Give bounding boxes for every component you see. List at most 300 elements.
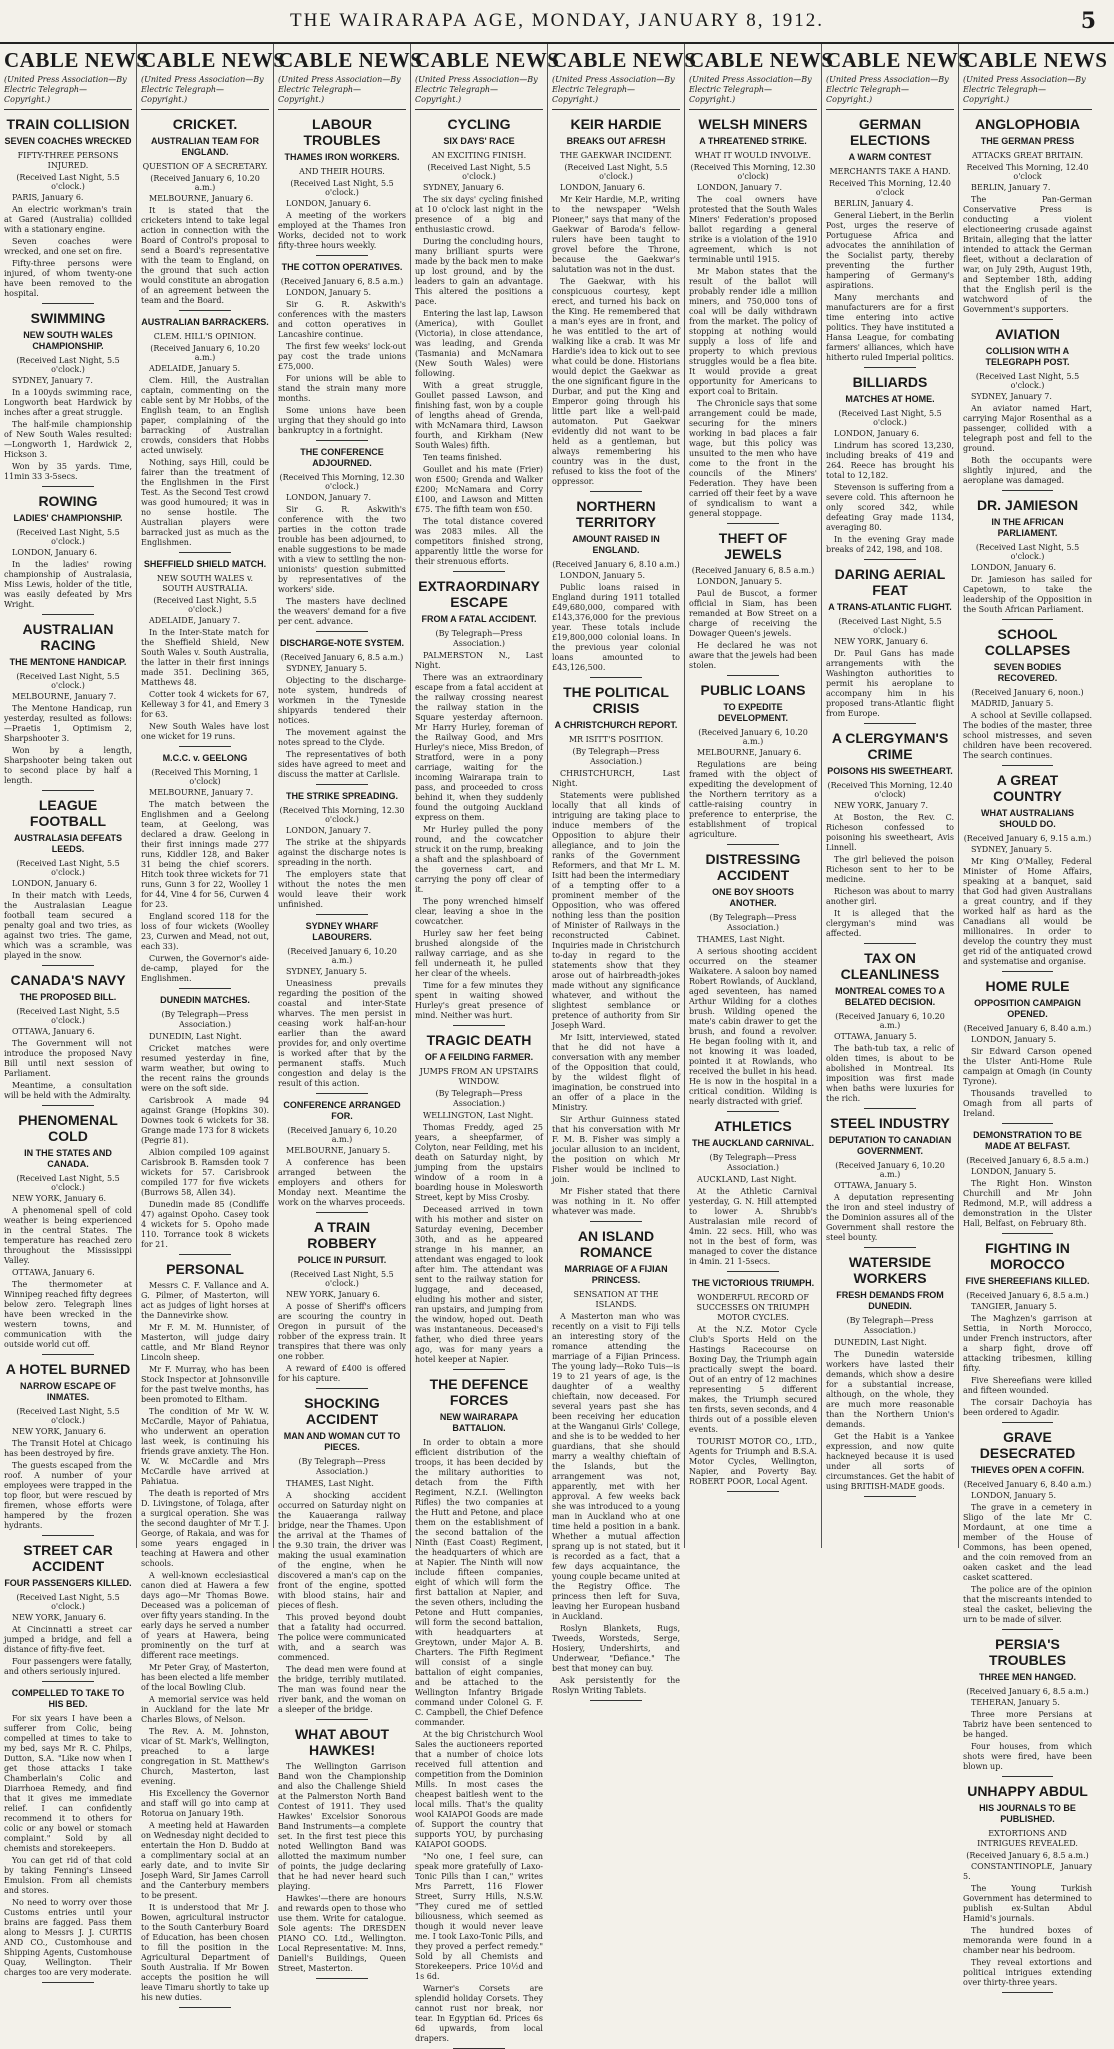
article-paragraph: "No one, I feel sure, can speak more gratefully of Laxo-Tonic Pills than I can," writes Mrs Parrett, 116 Flower Street, Surry Hills, N.S.W. "They cured me of settled biliousness, which seemed as though it would never leave me. I took Laxo-Tonic Pills, and they proved a perfect remedy." Sold by all Chemists and Storekeepers. Price 10½d and 1s 6d.: [415, 1852, 543, 1981]
article-paragraph: DUNEDIN, Last Night.: [834, 1338, 927, 1347]
article-deck: FIFTY-THREE PERSONS INJURED.: [17, 151, 119, 170]
article-paragraph: Sir Edward Carson opened the Ulster Anti-Home Rule campaign at Omagh (in County Tyrone).: [963, 1047, 1092, 1086]
received-line: (Received This Morning, 12.40 o'clock): [827, 781, 953, 799]
article-paragraph: A posse of Sheriff's officers are scouring the country in Oregon in pursuit of the robber of the express train. It transpires that there was only one robber.: [278, 1302, 406, 1361]
article-paragraph: Dr. Jamieson has sailed for Capetown, to take the leadership of the Opposition in the South African Parliament.: [963, 575, 1092, 614]
article-headline: PUBLIC LOANS: [700, 682, 806, 698]
received-line: (Received This Morning, 12.30 o'clock): [690, 163, 816, 181]
article-subheadline: THIEVES OPEN A COFFIN.: [970, 1465, 1085, 1475]
article-rule: [864, 1496, 915, 1497]
article-deck: AN EXCITING FINISH.: [431, 151, 527, 160]
article-body: [278, 967, 406, 1089]
article-rule: [316, 1388, 367, 1389]
article-paragraph: BERLIN, January 4.: [834, 199, 914, 208]
article: [141, 753, 269, 989]
article: [826, 730, 954, 944]
article-paragraph: The half-mile championship of New South Wales resulted:—Longworth 1, Hardwick 2, Hickson 3.: [4, 420, 132, 459]
article-subheadline: A WARM CONTEST: [848, 152, 932, 162]
article-rule: [316, 631, 367, 632]
received-line: (Received January 6, 10.20 a.m.): [287, 1126, 397, 1144]
article-paragraph: SYDNEY, January 7.: [971, 392, 1052, 401]
news-column: [411, 44, 560, 2043]
article-paragraph: NEW YORK, January 6.: [834, 637, 929, 646]
article: [4, 310, 132, 487]
article-paragraph: Warner's Corsets are splendid holiday Corsets. They cannot rust nor break, nor tear. In Egyptian 6d. Prices 6s 6d upwards, from local drapers.: [415, 1984, 543, 2043]
news-column: [0, 44, 149, 1977]
article-paragraph: The Maghzen's garrison at Settia, in North Morocco, under French instructors, after a sharp fight, drove off attacking tribesmen, killing fifty.: [963, 1314, 1092, 1373]
article-headline: PERSONAL: [166, 1261, 244, 1277]
article-subheadline: SEVEN COACHES WRECKED: [4, 136, 132, 146]
received-line: (Received Last Night, 5.5 o'clock.): [16, 1174, 120, 1192]
article-subheadline: AUSTRALIAN BARRACKERS.: [141, 317, 269, 327]
article-subheadline: DUNEDIN MATCHES.: [160, 995, 250, 1005]
article-paragraph: Roslyn Blankets, Rugs, Tweeds, Worsteds, Serge, Hosiery, Undershirts, and Underwear, "Defiance." The best that money can buy.: [552, 1624, 680, 1673]
article-subheadline: SEVEN BODIES RECOVERED.: [993, 662, 1062, 683]
article-body: [4, 1427, 132, 1531]
article-paragraph: The Gaekwar, with his conspicuous courtesy, kept erect, and turned his back on the King. He remembered that a man's eyes are in front, and he was entitled to the art of walking like a crab. It was Mr Hardie's idea to kick out to see what could be done. Historians would depict the Gaekwar as the one significant figure in the Durbar, and put the King and Emperor going through his little part like a well-paid automaton. Put Gaekwar evidently did not want to be held as a gentleman, but always remembering his country was in the dust, refused to kiss the foot of the oppressor.: [552, 277, 680, 486]
article-paragraph: New South Wales have lost one wicket for 19 runs.: [141, 722, 269, 741]
article-headline: NORTHERN TERRITORY: [575, 498, 657, 530]
article-rule: [727, 523, 778, 524]
article-subheadline: CONFERENCE ARRANGED FOR.: [283, 1100, 401, 1121]
article-rule: [179, 2007, 230, 2008]
article: [278, 1395, 406, 1720]
article-rule: [453, 1369, 504, 1370]
article-paragraph: The Mentone Handicap, run yesterday, resulted as follows:—Praetis 1, Optimism 2, Sharpshooter 3.: [4, 704, 132, 743]
article-subheadline: IN THE AFRICAN PARLIAMENT.: [991, 517, 1064, 538]
article-paragraph: It is alleged that the clergyman's mind was affected.: [826, 909, 954, 938]
article-headline: STREET CAR ACCIDENT: [23, 1542, 113, 1574]
article: [278, 116, 406, 256]
press-association-note: (United Press Association—By Electric Telegraph—Copyright.): [415, 75, 543, 110]
article-paragraph: Ask persistently for the Roslyn Writing Tablets.: [552, 1676, 680, 1695]
article-rule: [1002, 1992, 1054, 1993]
article-paragraph: LONDON, January 6.: [560, 183, 645, 192]
article-paragraph: The Right Hon. Winston Churchill and Mr John Redmond, M.P., will address a demonstration in the Ulster Hall, Belfast, on February 8th.: [963, 1179, 1092, 1228]
article-paragraph: Three more Persians at Tabriz have been sentenced to be hanged.: [963, 1710, 1092, 1739]
article: [552, 498, 680, 678]
article: [141, 116, 269, 311]
article-rule: [1002, 490, 1054, 491]
article-paragraph: LONDON, January 5.: [286, 288, 371, 297]
article-paragraph: A meeting held at Hawarden on Wednesday night decided to entertain the Hon D. Buddo at a complimentary social at an early date, and to invite Sir Joseph Ward, Sir James Carroll and the Canterbury members to be present.: [141, 1821, 269, 1900]
received-line: (Received This Morning, 12.30 o'clock.): [279, 473, 405, 491]
article-subheadline: ONE BOY SHOOTS ANOTHER.: [712, 887, 794, 908]
article-paragraph: There was an extraordinary escape from a fatal accident at the railway crossing nearest the railway station in the Square yesterday afternoon. Mr Harry Hurley, foreman of the Railway Good, and Mrs Hurley's niece, Miss Bredon, of Stratford, were in a pony carriage, waiting for the incoming Wairarapa train to pass, and proceeded to cross behind it, when they suddenly found the outgoing Auckland express on them.: [415, 673, 543, 822]
cable-news-heading: CABLE NEWS: [415, 48, 560, 72]
article-paragraph: CHRISTCHURCH, Last Night.: [552, 769, 680, 788]
article-paragraph: Dr. Paul Gans has made arrangements with the Washington authorities to permit his aeroplane to accompany him in his proposed trans-Atlantic flight from Europe.: [826, 649, 954, 718]
article-headline: A GREAT COUNTRY: [993, 772, 1062, 804]
article-body: [689, 1175, 817, 1267]
article-paragraph: At the Athletic Carnival yesterday, G. N. Hill attempted to lower A. Shrubb's Australasian mile record of 4min. 22 secs. Hill, who was not in the best of form, was managed to cover the distance in 4min. 21 1-5secs.: [689, 1187, 817, 1266]
article-subheadline: DEPUTATION TO CANADIAN GOVERNMENT.: [828, 1135, 952, 1156]
article-body: [963, 183, 1092, 315]
article-paragraph: The grave in a cemetery in Sligo of the late Mr C. Mordaunt, at one time a member of the House of Commons, has been opened, and the coin removed from an oaken casket and the lead casket scattered.: [963, 1503, 1092, 1582]
cable-news-heading: CABLE NEWS: [689, 48, 834, 72]
article-paragraph: Ten teams finished.: [423, 453, 502, 462]
article: [826, 566, 954, 724]
article-paragraph: A serious shooting accident occurred on the steamer Waikatere. A saloon boy named Robert Rowlands, of Auckland, aged seventeen, has named Arthur Wilding for a clothes brush. Wilding opened the mate's cabin drawer to get the brush, and found a revolver. He began fooling with it, and not knowing it was loaded, pointed it at Rowlands, who received the bullet in his head. He is now in the hospital in a critical condition. Wilding is nearly distracted with grief.: [689, 947, 817, 1106]
article-deck: (By Telegraph—Press Association.): [435, 629, 523, 648]
article-paragraph: A school at Seville collapsed. The bodies of the master, three school mistresses, and seven children have been recovered. The search continues.: [963, 711, 1092, 760]
article-subheadline: A TRANS-ATLANTIC FLIGHT.: [828, 602, 952, 612]
article: [4, 1542, 132, 1682]
article-subheadline: MAN AND WOMAN CUT TO PIECES.: [283, 1431, 401, 1452]
news-column: [959, 44, 1108, 1987]
article-paragraph: The movement against the notes spread to the Clyde.: [278, 728, 406, 747]
article-body: [552, 571, 680, 673]
article-rule: [316, 1978, 367, 1979]
article-paragraph: Time for a few minutes they spent in waiting showed Hurley's great presence of mind. Neither was hurt.: [415, 981, 543, 1020]
article-body: [963, 1698, 1092, 1772]
article-headline: SWIMMING: [30, 310, 106, 326]
received-line: (Received January 6, 10.20 a.m.): [835, 1161, 945, 1179]
article-rule: [42, 965, 93, 966]
article-headline: THE DEFENCE FORCES: [429, 1376, 529, 1408]
article-deck: AND THEIR HOURS.: [299, 167, 385, 176]
received-line: (Received January 6, 8.5 a.m.): [280, 653, 404, 662]
article-subheadline: THE AUCKLAND CARNIVAL.: [692, 1138, 814, 1148]
article-rule: [590, 677, 641, 678]
article-paragraph: Lindrum has scored 13,230, including breaks of 419 and 264. Reece has brought his total to 12,182.: [826, 441, 954, 480]
article-paragraph: The Government will not introduce the proposed Navy Bill until next session of Parliament.: [4, 1039, 132, 1078]
article-body: [415, 1111, 543, 1365]
article-subheadline: AMOUNT RAISED IN ENGLAND.: [572, 534, 660, 555]
article-body: [826, 1032, 954, 1104]
article-paragraph: The employers state that without the notes the men would leave their work unfinished.: [278, 870, 406, 909]
article-paragraph: NEW YORK, January 6.: [286, 1290, 381, 1299]
article: [963, 1130, 1092, 1234]
received-line: (Received Last Night, 5.5 o'clock.): [564, 163, 668, 181]
received-line: (Received Last Night, 5.5 o'clock.): [16, 672, 120, 690]
article-body: [141, 1281, 269, 2003]
article-subheadline: NARROW ESCAPE OF INMATES.: [19, 1381, 116, 1402]
article-paragraph: A shocking accident occurred on Saturday night on the Kauaeranga railway bridge, near the Thames. Upon the arrival at the Thames of the 9.30 train, the driver was making the usual examination of the engine, when he discovered a man's cap on the front of the engine, spotted with blood stains, hair and pieces of flesh.: [278, 1491, 406, 1610]
article-paragraph: Dunedin made 85 (Condliffe 47) against Opoho. Casey took 4 wickets for 5. Opoho made 110. Torrance took 8 wickets for 21.: [141, 1200, 269, 1249]
article-subheadline: MONTREAL COMES TO A BELATED DECISION.: [835, 986, 945, 1007]
article-paragraph: TEHERAN, January 5.: [971, 1698, 1060, 1707]
article-rule: [864, 723, 915, 724]
article-headline: CYCLING: [447, 116, 511, 132]
article-paragraph: The first few weeks' lock-out pay cost the trade unions £75,000.: [278, 342, 406, 371]
article-paragraph: For six years I have been a sufferer from Colic, being compelled at times to take to my bed, says Mr R. C. Philps, Dutton, S.A. "Like now when I get those attacks I take Chamberlain's Colic and Diarrhoea Remedy, and find that it gives me immediate relief. I can confidently recommend it to others for colic or any bowel or stomach complaint." Sold by all chemists and storekeepers.: [4, 1714, 132, 1853]
received-line: (Received Last Night, 5.5 o'clock.): [16, 1007, 120, 1025]
article-rule: [42, 790, 93, 791]
article-body: [4, 1194, 132, 1350]
article-rule: [864, 1247, 915, 1248]
article-paragraph: SYDNEY, January 6.: [423, 183, 504, 192]
article-paragraph: A memorial service was held in Auckland for the late Mr Charles Blows, of Nelson.: [141, 1695, 269, 1724]
article-rule: [42, 303, 93, 304]
page-number: 5: [1080, 8, 1096, 34]
article-subheadline: A THREATENED STRIKE.: [699, 136, 807, 146]
article-body: [689, 935, 817, 1107]
article-subheadline: POISONS HIS SWEETHEART.: [827, 766, 953, 776]
article-paragraph: Mr King O'Malley, Federal Minister of Home Affairs, speaking at a banquet, said that God had given Australians a great country, and if they worked half as hard as the Canadians all would be millionaires. In order to develop the country they must get rid of the antiquated crowd and systematise and organise.: [963, 857, 1092, 966]
article-paragraph: ADELAIDE, January 7.: [149, 616, 241, 625]
received-line: (Received January 6, 10.20 a.m.): [150, 344, 260, 362]
article-rule: [1002, 1422, 1054, 1423]
received-line: (Received January 6, 8.5 a.m.): [280, 277, 404, 286]
article-headline: TRAIN COLLISION: [6, 116, 130, 132]
article-paragraph: The death is reported of Mrs D. Livingstone, of Tolaga, after a surgical operation. She was the second daughter of Mr T. J. George, of Rakaia, and was for some years engaged in teaching at Hawera and other schools.: [141, 1489, 269, 1568]
article-rule: [727, 1111, 778, 1112]
article-subheadline: OF A FEILDING FARMER.: [424, 1052, 534, 1062]
article: [963, 978, 1092, 1124]
article-paragraph: This proved beyond doubt that a fatality had occurred. The police were communicated with, and a search was commenced.: [278, 1613, 406, 1662]
received-line: (Received Last Night, 5.5 o'clock.): [290, 179, 394, 197]
article-paragraph: CONSTANTINOPLE, January 5.: [963, 1862, 1092, 1881]
article-body: [826, 1181, 954, 1243]
article-rule: [864, 1108, 915, 1109]
article: [4, 797, 132, 966]
article-body: [4, 1613, 132, 1677]
article-paragraph: LONDON, January 5.: [971, 1491, 1056, 1500]
article-deck: (By Telegraph—Press Association.): [161, 1010, 249, 1029]
article-subheadline: DISCHARGE-NOTE SYSTEM.: [279, 638, 404, 648]
article: [4, 972, 132, 1106]
article-deck: (By Telegraph—Press Association.): [298, 1457, 386, 1476]
received-line: (Received Last Night, 5.5 o'clock.): [16, 173, 120, 191]
article-paragraph: At the N.Z. Motor Cycle Club's Sports Held on the Hastings Racecourse on Boxing Day, the Triumph again practically swept the board. Out of an entry of 12 machines representing 5 different makes, the Triumph secured ten firsts, seven seconds, and 4 thirds out of a possible eleven events.: [689, 1325, 817, 1434]
article-paragraph: NEW YORK, January 7.: [834, 801, 929, 810]
article-paragraph: OTTAWA, January 6.: [12, 1027, 95, 1036]
article-rule: [42, 1982, 93, 1983]
article-headline: CRICKET.: [172, 116, 238, 132]
article: [689, 851, 817, 1112]
article-rule: [590, 1700, 641, 1701]
article-subheadline: AUSTRALIAN TEAM FOR ENGLAND.: [151, 136, 259, 157]
article-rule: [316, 255, 367, 256]
article-paragraph: Messrs C. F. Vallance and A. G. Pilmer, of Masterton, will act as judges of light horses at the Dannevirke show.: [141, 1281, 269, 1320]
article-subheadline: FIVE SHEREEFIANS KILLED.: [965, 1276, 1090, 1286]
article-paragraph: An aviator named Hart, carrying Major Rosenthal as a passenger, collided with a telegraph post and fell to the ground.: [963, 404, 1092, 453]
article: [552, 684, 680, 1222]
article-paragraph: Curwen, the Governor's aide-de-camp, played for the Englishmen.: [141, 954, 269, 983]
article: [963, 1429, 1092, 1630]
article-headline: SCHOOL COLLAPSES: [984, 626, 1071, 658]
article-paragraph: TOURIST MOTOR CO., LTD., Agents for Triumph and B.S.A. Motor Cycles, Wellington, Napier, and Poverty Bay. ROBERT POOR, Local Agent.: [689, 1437, 817, 1486]
article-paragraph: THAMES, Last Night.: [697, 935, 785, 944]
article-body: [826, 637, 954, 719]
article-subheadline: MARRIAGE OF A FIJIAN PRINCESS.: [564, 1264, 668, 1285]
article-rule: [864, 367, 915, 368]
article-paragraph: Nothing, says Hill, could be fairer than the treatment of the Englishmen in the First Test. As the Second Test crowd was good humoured; it was in no sense hostile. The Australian players were barracked just as much as the Englishmen.: [141, 458, 269, 547]
cable-news-heading: CABLE NEWS: [4, 48, 149, 72]
article-rule: [316, 440, 367, 441]
article-headline: EXTRAORDINARY ESCAPE: [418, 578, 540, 610]
article: [963, 1636, 1092, 1777]
received-line: (Received This Morning, 1 o'clock): [151, 768, 259, 786]
news-column: [822, 44, 971, 1548]
article-paragraph: England scored 118 for the loss of four wickets (Woolley 23, Curwen and Mead, not out, each 33).: [141, 912, 269, 951]
article-body: [141, 194, 269, 306]
article-rule: [179, 310, 230, 311]
article-paragraph: TANGIER, January 5.: [971, 1302, 1057, 1311]
article: [826, 1254, 954, 1497]
article-headline: A CLERGYMAN'S CRIME: [831, 730, 949, 762]
received-line: Received This Morning, 12.40 o'clock: [829, 179, 951, 197]
article: [278, 1100, 406, 1213]
article-paragraph: Four houses, from which shots were fired, have been blown up.: [963, 1742, 1092, 1771]
article-paragraph: In the Inter-State match for the Sheffield Shield, New South Wales v. South Australia, the latter in their first innings made 351. Declining 365, Matthews 48.: [141, 628, 269, 687]
article-body: [141, 616, 269, 742]
article-paragraph: The guests escaped from the roof. A number of your employees were trapped in the top floor, but were rescued by firemen, whose efforts were hampered by the frozen hydrants.: [4, 1461, 132, 1530]
article: [963, 626, 1092, 766]
press-association-note: (United Press Association—By Electric Telegraph—Copyright.): [826, 75, 954, 110]
article-subheadline: THE VICTORIOUS TRIUMPH.: [691, 1278, 815, 1288]
article-body: [689, 748, 817, 840]
article-body: [826, 1338, 954, 1492]
article-paragraph: SYDNEY, January 7.: [12, 376, 93, 385]
article-body: [141, 788, 269, 984]
article-body: [826, 801, 954, 939]
article: [278, 791, 406, 915]
article-body: [963, 1491, 1092, 1625]
article-paragraph: LONDON, January 5.: [560, 571, 645, 580]
article-rule: [316, 784, 367, 785]
news-column: [274, 44, 423, 1973]
article-deck: QUESTION OF A SECRETARY.: [142, 162, 268, 171]
received-line: (Received Last Night, 5.5 o'clock.): [16, 859, 120, 877]
article-paragraph: Hurley saw her feet being brushed alongside of the railway carriage, and as she fell underneath it, he pulled her clear of the wheels.: [415, 929, 543, 978]
article-paragraph: The masters have declined the weavers' demand for a five per cent. advance.: [278, 597, 406, 626]
article-rule: [727, 1271, 778, 1272]
article-subheadline: SIX DAYS' RACE: [443, 136, 515, 146]
article: [963, 1240, 1092, 1423]
article-body: [689, 183, 817, 519]
masthead-title: THE WAIRARAPA AGE, MONDAY, JANUARY 8, 1912.: [290, 10, 824, 31]
article-paragraph: BERLIN, January 7.: [971, 183, 1051, 192]
press-association-note: (United Press Association—By Electric Telegraph—Copyright.): [689, 75, 817, 110]
article-paragraph: OTTAWA, January 5.: [834, 1181, 917, 1190]
article-paragraph: LONDON, January 5.: [971, 1035, 1056, 1044]
article-body: [278, 1479, 406, 1715]
article-body: [278, 1290, 406, 1384]
article-paragraph: LONDON, January 5.: [697, 577, 782, 586]
article-subheadline: COLLISION WITH A TELEGRAPH POST.: [985, 346, 1070, 367]
received-line: (Received January 6, 8.5 a.m.): [966, 1156, 1089, 1165]
article-deck: (By Telegraph—Press Association.): [572, 747, 660, 766]
article-headline: DR. JAMIESON: [976, 497, 1079, 513]
article-paragraph: In their match with Leeds, the Australasian League football team secured a penalty goal and two tries, as against two tries. The game, which was a scramble, was played in the snow.: [4, 891, 132, 960]
article-paragraph: Stevenson is suffering from a severe cold. This afternoon he only scored 342, while defeating Gray made 1134, averaging 80.: [826, 483, 954, 532]
article-subheadline: IN THE STATES AND CANADA.: [24, 1148, 112, 1169]
article: [141, 995, 269, 1255]
article-rule: [590, 1221, 641, 1222]
article-paragraph: Deceased arrived in town with his mother and sister on Saturday evening, December 30th, and as he appeared strange in his manner, an attendant was engaged to look after him. The attendant was sent to the railway station for luggage, and deceased, eluding his mother and sister, ran upstairs, and jumping from the window, hoped out. Death was instantaneous. Deceased's father, who died three years ago, was for many years a hotel keeper at Napier.: [415, 1205, 543, 1364]
article-paragraph: An electric workman's train at Gared (Australia) collided with a stationary engine.: [4, 205, 132, 234]
article-deck: (By Telegraph—Press Association.): [435, 1089, 523, 1108]
article-paragraph: Mr Mabon states that the result of the ballot will probably render idle a million miners, and 750,000 tons of coal will be daily withdrawn from the market. The policy of stopping at nothing would supply a loss of life and property to which previous struggles would be a flea bite. It would provide a great opportunity for Americans to export coal to Britain.: [689, 267, 817, 396]
article-paragraph: LONDON, January 7.: [286, 826, 371, 835]
article-rule: [864, 943, 915, 944]
article-paragraph: NEW YORK, January 6.: [12, 1613, 107, 1622]
article-paragraph: The match between the Englishmen and a Geelong team, at Geelong, was declared a draw. Geelong in their first innings made 277 runs, Kiddler 128, and Baker 31 being the chief scorers. Hitch took three wickets for 71 runs, Gunn 3 for 22, Woolley 1 for 44, Vine 4 for 56, Curwen 4 for 23.: [141, 800, 269, 909]
article-paragraph: A well-known ecclesiastical canon died at Hawera a few days ago—Mr Thomas Bowe. Deceased was a policeman of over fifty years standing. In the early days he served a number of years at Hawera, being prominently on the turf at different race meetings.: [141, 1571, 269, 1660]
article-paragraph: PARIS, January 6.: [12, 193, 84, 202]
article: [278, 447, 406, 632]
article-rule: [42, 1681, 93, 1682]
article-paragraph: Four passengers were fatally, and others seriously injured.: [4, 1657, 132, 1676]
article-paragraph: Some unions have been urging that they should go into bankruptcy in a fortnight.: [278, 406, 406, 435]
article-rule: [727, 844, 778, 845]
article-headline: THEFT OF JEWELS: [718, 530, 788, 562]
article-paragraph: OTTAWA, January 5.: [834, 1032, 917, 1041]
article-deck: WHAT IT WOULD INVOLVE.: [694, 151, 812, 160]
article-headline: TRAGIC DEATH: [426, 1032, 532, 1048]
article-deck: MR ISITT'S POSITION.: [568, 735, 664, 744]
received-line: (Received Last Night, 5.5 o'clock.): [16, 1407, 120, 1425]
article-subheadline: A CHRISTCHURCH REPORT.: [554, 720, 678, 730]
article-paragraph: A meeting of the workers employed at the Thames Iron Works, decided not to work fifty-three hours weekly.: [278, 211, 406, 250]
article-rule: [1002, 319, 1054, 320]
article-paragraph: SYDNEY, January 5.: [286, 967, 367, 976]
article-paragraph: No need to worry over those Customs entries until your brains are fagged. Pass them along to Messrs J. J. CURTIS AND CO., Customhouse and Shipping Agents, Customhouse Quay, Wellington. Their charges too are very moderate.: [4, 1898, 132, 1977]
received-line: (Received January 6, 8.10 a.m.): [552, 560, 680, 569]
article-subheadline: LADIES' CHAMPIONSHIP.: [13, 513, 123, 523]
article-body: [4, 692, 132, 786]
article-subheadline: MATCHES AT HOME.: [845, 394, 935, 404]
received-line: (Received January 6, 8.5 a.m.): [966, 1291, 1089, 1300]
article-paragraph: Richeson was about to marry another girl.: [826, 887, 954, 906]
article-paragraph: The Chronicle says that some arrangement could be made, securing for the miners working in bad places a fair wage, but this policy was unsuited to the men who have come to the front in the councils of the Miners' Federation. They have been carried off their feet by a wave of syndicalism to want a general stoppage.: [689, 399, 817, 518]
press-association-note: (United Press Association—By Electric Telegraph—Copyright.): [552, 75, 680, 110]
article-subheadline: HIS JOURNALS TO BE PUBLISHED.: [979, 1803, 1076, 1824]
article-rule: [42, 1105, 93, 1106]
article: [826, 950, 954, 1109]
article-paragraph: At the big Christchurch Wool Sales the auctioneers reported that a number of choice lots received full attention and competition from the Dominion Mills. In most cases the cheapest baitlesh went to the local mills. That's the quality wool KAIAPOI Goods are made of. Support the country that supports YOU, by purchasing KAIAPOI GOODS.: [415, 1730, 543, 1849]
article-paragraph: In the evening Gray made breaks of 242, 198, and 108.: [826, 535, 954, 554]
article-paragraph: Get the Habit is a Yankee expression, and now quite hackneyed because it is used under all sorts of circumstances. Get the habit of using BRITISH-MADE goods.: [826, 1432, 954, 1491]
article-headline: ATHLETICS: [714, 1118, 792, 1134]
article-subheadline: NEW SOUTH WALES CHAMPIONSHIP.: [23, 330, 113, 351]
article-paragraph: LONDON, January 6.: [12, 548, 97, 557]
article: [689, 682, 817, 845]
press-association-note: (United Press Association—By Electric Telegraph—Copyright.): [963, 75, 1092, 110]
article-body: [4, 193, 132, 299]
article: [963, 116, 1092, 320]
article-paragraph: WELLINGTON, Last Night.: [423, 1111, 534, 1120]
article-paragraph: The Young Turkish Government has determined to publish ex-Sultan Abdul Hamid's journals.: [963, 1884, 1092, 1923]
article-paragraph: Meantime, a consultation will be held with the Admiralty.: [4, 1081, 132, 1100]
article-body: [552, 769, 680, 1217]
article-subheadline: COMPELLED TO TAKE TO HIS BED.: [11, 1688, 125, 1709]
article-paragraph: Five Shereefians were killed and fifteen wounded.: [963, 1376, 1092, 1395]
cable-news-heading: CABLE NEWS: [963, 48, 1108, 72]
article-subheadline: AUSTRALASIA DEFEATS LEEDS.: [14, 833, 122, 854]
article-body: [4, 548, 132, 610]
article: [963, 772, 1092, 972]
article-headline: ROWING: [38, 493, 98, 509]
article-rule: [42, 1354, 93, 1355]
received-line: (Received Last Night, 5.5 o'clock.): [290, 1270, 394, 1288]
article-deck: WONDERFUL RECORD OF SUCCESSES ON TRIUMPH MOTOR CYCLES.: [696, 1293, 810, 1322]
article-paragraph: Goullet and his mate (Frier) won £500; Grenda and Walker £200; McNamara and Corry £100, and Lawson and Mitten £75. The fifth team won £50.: [415, 465, 543, 514]
article-deck: NEW SOUTH WALES v. SOUTH AUSTRALIA.: [156, 574, 254, 593]
article-body: [963, 1035, 1092, 1119]
article: [278, 262, 406, 441]
article: [415, 1032, 543, 1370]
article-body: [689, 1325, 817, 1487]
article-headline: ANGLOPHOBIA: [975, 116, 1080, 132]
article-subheadline: THAMES IRON WORKERS.: [284, 152, 400, 162]
article: [689, 1278, 817, 1492]
article: [4, 621, 132, 791]
article-headline: WELSH MINERS: [698, 116, 808, 132]
article-paragraph: LONDON, January 7.: [286, 493, 371, 502]
